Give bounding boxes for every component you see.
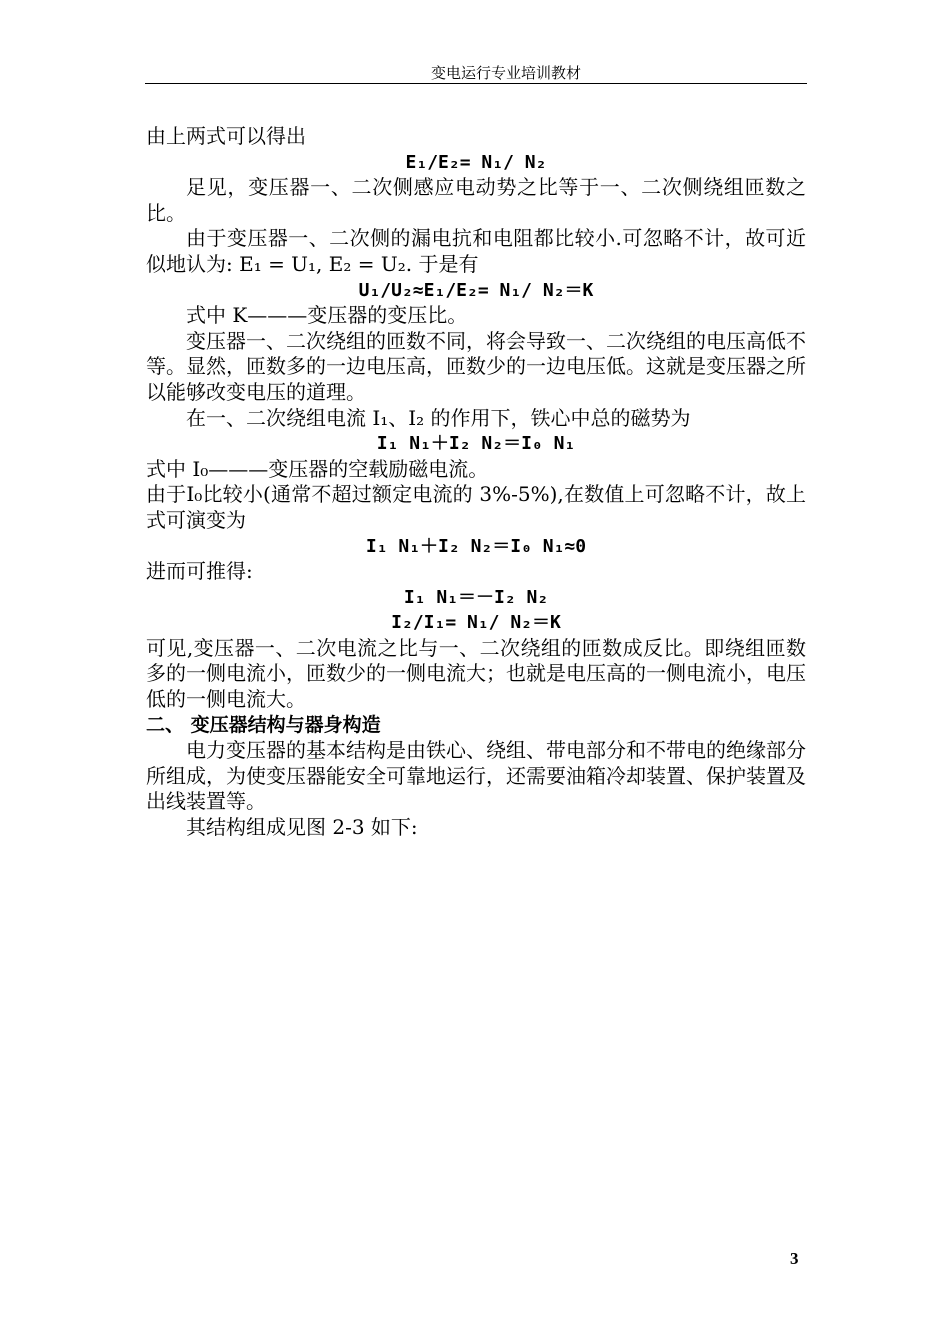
page-header	[145, 62, 807, 84]
paragraph: 足见，变压器一、二次侧感应电动势之比等于一、二次侧绕组匝数之比。	[146, 175, 806, 225]
paragraph: 电力变压器的基本结构是由铁心、绕组、带电部分和不带电的绝缘部分所组成，为使变压器能安全可靠地运行，还需要油箱冷却装置、保护装置及出线装置等。	[146, 738, 806, 814]
formula: I₁ N₁＋I₂ N₂＝I₀ N₁	[376, 433, 576, 455]
formula: E₁/E₂= N₁/ N₂	[405, 151, 547, 173]
paragraph: 由于I₀比较小(通常不超过额定电流的 3%-5%),在数值上可忽略不计，故上式可演变为	[146, 482, 806, 532]
paragraph: 式中 I₀———变压器的空载励磁电流。	[146, 456, 489, 481]
text-line: 由上两式可以得出	[146, 124, 306, 148]
page-body	[146, 124, 806, 841]
paragraph: 变压器一、二次绕组的匝数不同，将会导致一、二次绕组的电压高低不等。显然，匝数多的一边电压高，匝数少的一边电压低。这就是变压器之所以能够改变电压的道理。	[146, 328, 806, 404]
formula: I₂/I₁= N₁/ N₂＝K	[391, 612, 561, 634]
page-number: 3	[790, 1249, 799, 1268]
section-heading: 二、 变压器结构与器身构造	[146, 713, 381, 736]
paragraph: 其结构组成见图 2-3 如下:	[186, 815, 418, 840]
paragraph: 式中 K———变压器的变压比。	[186, 303, 468, 328]
paragraph: 进而可推得:	[146, 559, 253, 584]
header-title: 变电运行专业培训教材	[430, 64, 581, 82]
formula: U₁/U₂≈E₁/E₂= N₁/ N₂＝K	[358, 279, 594, 301]
formula: I₁ N₁＋I₂ N₂＝I₀ N₁≈0	[365, 535, 587, 557]
paragraph: 由于变压器一、二次侧的漏电抗和电阻都比较小.可忽略不计，故可近似地认为: E₁ = U₁, E₂ = U₂. 于是有	[146, 226, 806, 276]
paragraph: 可见,变压器一、二次电流之比与一、二次绕组的匝数成反比。即绕组匝数多的一侧电流小，匝数少的一侧电流大；也就是电压高的一侧电流小，电压低的一侧电流大。	[146, 635, 806, 712]
paragraph: 在一、二次绕组电流 I₁、I₂ 的作用下，铁心中总的磁势为	[186, 405, 691, 430]
formula: I₁ N₁＝－I₂ N₂	[403, 586, 549, 608]
